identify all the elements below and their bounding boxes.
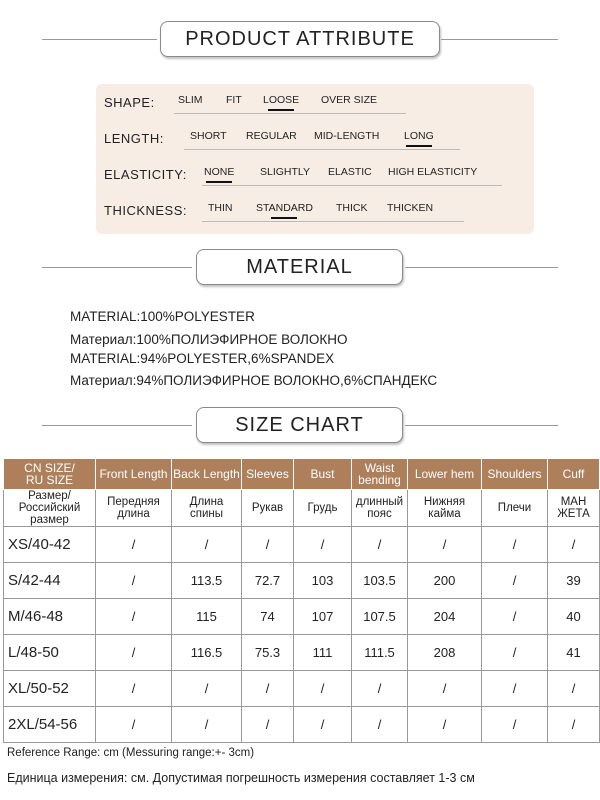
- measurement-cell: /: [96, 671, 172, 707]
- divider-left: [42, 267, 192, 268]
- measurement-cell: 103: [294, 563, 352, 599]
- option-over-size: OVER SIZE: [321, 94, 378, 106]
- option-slim: SLIM: [178, 94, 203, 106]
- column-header-ru: длинный пояс: [352, 490, 408, 527]
- header-row-en: [4, 459, 600, 490]
- table-row: [4, 635, 600, 671]
- attr-row-shape: [104, 92, 524, 114]
- measurement-cell: 39: [548, 563, 600, 599]
- measurement-cell: /: [172, 707, 242, 743]
- column-header: Bust: [294, 459, 352, 490]
- material-line-ru-2: Материал:94%ПОЛИЭФИРНОЕ ВОЛОКНО,6%СПАНДЕКС: [70, 373, 438, 388]
- divider-left: [42, 425, 192, 426]
- attr-label: LENGTH:: [104, 131, 164, 146]
- measurement-cell: 107: [294, 599, 352, 635]
- footnote-ru: Единица измерения: см. Допустимая погрешность измерения составляет 1-3 см: [7, 771, 475, 785]
- divider-left: [42, 39, 157, 40]
- measurement-cell: /: [172, 527, 242, 563]
- attr-label: THICKNESS:: [104, 203, 188, 218]
- column-header: CN SIZE/ RU SIZE: [4, 459, 96, 490]
- table-row: [4, 707, 600, 743]
- measurement-cell: 111.5: [352, 635, 408, 671]
- column-header: Back Length: [172, 459, 242, 490]
- column-header-ru: Передняя длина: [96, 490, 172, 527]
- attr-label: SHAPE:: [104, 95, 155, 110]
- option-thick: THICK: [336, 202, 368, 214]
- measurement-cell: 115: [172, 599, 242, 635]
- column-header-ru: Рукав: [242, 490, 294, 527]
- measurement-cell: /: [242, 527, 294, 563]
- column-header-ru: Грудь: [294, 490, 352, 527]
- attr-row-thickness: [104, 200, 524, 222]
- measurement-cell: 75.3: [242, 635, 294, 671]
- size-label-cell: 2XL/54-56: [4, 707, 96, 743]
- measurement-cell: /: [96, 563, 172, 599]
- column-header: Front Length: [96, 459, 172, 490]
- size-label-cell: XL/50-52: [4, 671, 96, 707]
- measurement-cell: /: [482, 671, 548, 707]
- measurement-cell: /: [408, 707, 482, 743]
- material-title: MATERIAL: [196, 249, 403, 285]
- size-chart-table: [3, 458, 600, 743]
- size-label-cell: L/48-50: [4, 635, 96, 671]
- measurement-cell: /: [482, 527, 548, 563]
- option-thin: THIN: [208, 202, 233, 214]
- column-header-ru: Нижняя кайма: [408, 490, 482, 527]
- material-header: [0, 249, 600, 285]
- option-fit: FIT: [226, 94, 242, 106]
- measurement-cell: /: [294, 527, 352, 563]
- measurement-cell: /: [408, 671, 482, 707]
- measurement-cell: 103.5: [352, 563, 408, 599]
- measurement-cell: /: [408, 527, 482, 563]
- divider-right: [405, 425, 558, 426]
- table-row: [4, 527, 600, 563]
- measurement-cell: /: [352, 671, 408, 707]
- measurement-cell: 74: [242, 599, 294, 635]
- size-label-cell: XS/40-42: [4, 527, 96, 563]
- attr-row-length: [104, 128, 524, 150]
- column-header-ru: МАН ЖЕТА: [548, 490, 600, 527]
- column-header-ru: Длина спины: [172, 490, 242, 527]
- size-chart-title: SIZE CHART: [196, 407, 403, 443]
- measurement-cell: /: [482, 707, 548, 743]
- measurement-cell: /: [242, 671, 294, 707]
- column-header: Sleeves: [242, 459, 294, 490]
- measurement-cell: 111: [294, 635, 352, 671]
- column-header: Cuff: [548, 459, 600, 490]
- column-header: Waist bending: [352, 459, 408, 490]
- measurement-cell: /: [172, 671, 242, 707]
- divider-right: [405, 267, 558, 268]
- measurement-cell: 208: [408, 635, 482, 671]
- measurement-cell: 116.5: [172, 635, 242, 671]
- column-header-ru: Размер/ Российский размер: [4, 490, 96, 527]
- option-standard-selected: STANDARD: [256, 202, 313, 214]
- table-row: [4, 671, 600, 707]
- measurement-cell: /: [242, 707, 294, 743]
- measurement-cell: /: [352, 707, 408, 743]
- column-header: Shoulders: [482, 459, 548, 490]
- option-regular: REGULAR: [246, 130, 297, 142]
- footnote-reference-range: Reference Range: cm (Messuring range:+- 3cm): [7, 747, 255, 759]
- attribute-panel: [96, 84, 534, 234]
- size-label-cell: S/42-44: [4, 563, 96, 599]
- material-line-ru-1: Материал:100%ПОЛИЭФИРНОЕ ВОЛОКНО: [70, 332, 348, 347]
- option-short: SHORT: [190, 130, 227, 142]
- measurement-cell: /: [548, 707, 600, 743]
- measurement-cell: /: [294, 707, 352, 743]
- attr-row-elasticity: [104, 164, 524, 186]
- option-loose-selected: LOOSE: [263, 94, 300, 106]
- measurement-cell: /: [96, 599, 172, 635]
- option-mid-length: MID-LENGTH: [314, 130, 380, 142]
- option-slightly: SLIGHTLY: [260, 166, 310, 178]
- option-none-selected: NONE: [204, 166, 235, 178]
- size-chart-header: [0, 407, 600, 443]
- measurement-cell: 41: [548, 635, 600, 671]
- column-header-ru: Плечи: [482, 490, 548, 527]
- measurement-cell: /: [482, 635, 548, 671]
- material-line-en-1: MATERIAL:100%POLYESTER: [70, 309, 255, 324]
- measurement-cell: 204: [408, 599, 482, 635]
- table-row: [4, 563, 600, 599]
- measurement-cell: /: [548, 527, 600, 563]
- measurement-cell: /: [96, 527, 172, 563]
- measurement-cell: 40: [548, 599, 600, 635]
- header-row-ru: [4, 490, 600, 527]
- measurement-cell: /: [352, 527, 408, 563]
- table-row: [4, 599, 600, 635]
- measurement-cell: /: [548, 671, 600, 707]
- measurement-cell: /: [96, 707, 172, 743]
- measurement-cell: 72.7: [242, 563, 294, 599]
- attr-label: ELASTICITY:: [104, 167, 187, 182]
- divider-right: [441, 39, 558, 40]
- option-long-selected: LONG: [404, 130, 434, 142]
- measurement-cell: /: [482, 599, 548, 635]
- option-thicken: THICKEN: [387, 202, 434, 214]
- measurement-cell: /: [96, 635, 172, 671]
- size-label-cell: M/46-48: [4, 599, 96, 635]
- measurement-cell: 200: [408, 563, 482, 599]
- product-attribute-header: [0, 21, 600, 57]
- option-elastic: ELASTIC: [328, 166, 372, 178]
- measurement-cell: /: [294, 671, 352, 707]
- product-attribute-title: PRODUCT ATTRIBUTE: [160, 21, 440, 57]
- measurement-cell: 107.5: [352, 599, 408, 635]
- material-line-en-2: MATERIAL:94%POLYESTER,6%SPANDEX: [70, 351, 335, 366]
- option-high-elasticity: HIGH ELASTICITY: [388, 166, 478, 178]
- measurement-cell: /: [482, 563, 548, 599]
- measurement-cell: 113.5: [172, 563, 242, 599]
- column-header: Lower hem: [408, 459, 482, 490]
